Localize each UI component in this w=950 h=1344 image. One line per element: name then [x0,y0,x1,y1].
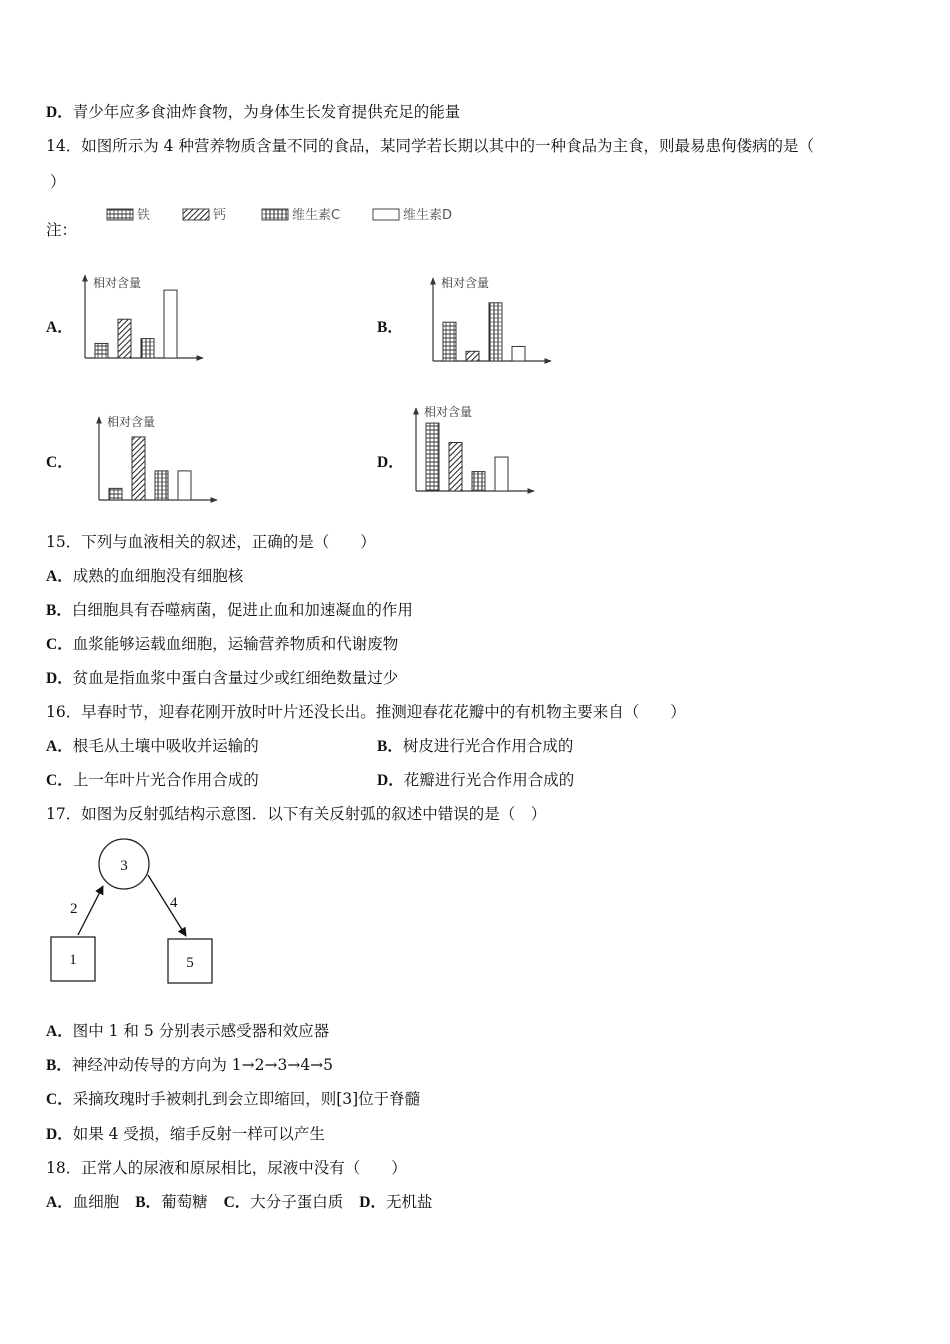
q15-option-d [46,668,398,689]
chart-option-b: B． [377,319,403,336]
legend [107,207,452,223]
q14-stem: 14．如图所示为 4 种营养物质含量不同的食品，某同学若长期以其中的一种食品为主食，则最易患佝偻病的是（ [46,137,814,155]
option-text: 青少年应多食油炸食物，为身体生长发育提供充足的能量 [72,103,461,121]
chart-b-bar-iron [443,322,456,361]
chart-b-bar-calcium [466,351,479,361]
chart-c-bar-vitamin-d [178,471,191,500]
note-label: 注： [46,221,78,239]
arrow-4 [148,875,186,936]
chart-a-bar-calcium [118,319,131,358]
chart-d-bar-vitamin-d [495,457,508,491]
option-label: C． [46,1091,73,1108]
node-3-label: 3 [120,858,128,874]
label-4: 4 [170,895,178,911]
option-label: C． [46,772,73,789]
node-5-label: 5 [186,955,194,971]
option-text: 如果 4 受损，缩手反射一样可以产生 [72,1125,325,1143]
q16-option-a [46,736,259,757]
chart-d-axis-title: 相对含量 [423,405,473,419]
option-label: B． [46,602,72,619]
chart-a-axis-title: 相对含量 [92,276,142,290]
legend-swatch-vitamin-d [373,209,399,220]
option-text: 神经冲动传导的方向为 1→2→3→4→5 [71,1056,334,1074]
q15-option-c [46,634,398,655]
q17-stem: 17．如图为反射弧结构示意图．以下有关反射弧的叙述中错误的是（ ） [46,805,547,823]
chart-c-bar-iron [109,488,122,500]
option-label: B． [135,1194,162,1211]
chart-a [85,275,203,358]
legend-label-vitamin-d: 维生素D [403,208,453,223]
q17-option-d [46,1124,325,1145]
q14-stem-close: ） [50,173,66,191]
chart-d [416,404,534,491]
q15-option-a [46,566,243,587]
q18-option-a [46,1193,119,1211]
option-label: D． [46,104,73,121]
option-text: 上一年叶片光合作用合成的 [72,771,259,789]
arrow-2 [78,886,103,935]
option-text: 无机盐 [386,1193,433,1211]
q18-option-d [359,1193,432,1211]
q17-option-c [46,1089,420,1110]
chart-c [99,414,217,500]
chart-a-bar-vitamin-c [141,339,154,358]
option-label: A． [46,1194,73,1211]
option-label: B． [46,1057,72,1074]
legend-label-vitamin-c: 维生素C [292,208,341,223]
option-text: 采摘玫瑰时手被刺扎到会立即缩回，则[3]位于脊髓 [72,1090,421,1108]
chart-b-bar-vitamin-c [489,303,502,361]
option-label: C． [223,1194,251,1211]
q15-stem: 15．下列与血液相关的叙述，正确的是（ ） [46,533,376,551]
q18-stem: 18．正常人的尿液和原尿相比，尿液中没有（ ） [46,1159,407,1177]
chart-d-bar-iron [426,423,439,491]
chart-c-bar-calcium [132,437,145,500]
label-2: 2 [70,901,78,917]
chart-a-bar-iron [95,343,108,358]
reflex-arc-diagram [51,839,212,983]
chart-option-a: A． [46,319,73,336]
q16-stem: 16．早春时节，迎春花刚开放时叶片还没长出。推测迎春花花瓣中的有机物主要来自（ ） [46,703,686,721]
option-label: D． [46,670,73,687]
chart-option-c: C． [46,454,73,471]
option-text: 血浆能够运载血细胞，运输营养物质和代谢废物 [72,635,399,653]
option-label: A． [46,568,73,585]
q16-option-d [377,770,574,791]
option-text: 根毛从土壤中吸收并运输的 [72,737,259,755]
legend-label-iron: 铁 [137,208,151,223]
q18-options [46,1192,433,1213]
chart-b-bar-vitamin-d [512,346,525,361]
option-text: 成熟的血细胞没有细胞核 [72,567,244,585]
chart-a-bar-vitamin-d [164,290,177,358]
q16-option-b [377,736,573,757]
legend-swatch-vitamin-c [262,209,288,220]
chart-d-bar-vitamin-c [472,472,485,491]
legend-label-calcium: 钙 [213,208,227,223]
option-text: 大分子蛋白质 [250,1193,344,1211]
option-text: 白细胞具有吞噬病菌，促进止血和加速凝血的作用 [71,601,413,619]
option-label: D． [46,1126,73,1143]
option-label: D． [377,772,404,789]
chart-d-bar-calcium [449,443,462,492]
q17-option-b [46,1055,333,1076]
option-text: 花瓣进行光合作用合成的 [403,771,575,789]
q18-option-b [135,1193,207,1211]
option-label: C． [46,636,73,653]
chart-b-axis-title: 相对含量 [440,276,490,290]
option-text: 葡萄糖 [161,1193,208,1211]
legend-swatch-calcium [183,209,209,220]
option-label: A． [46,1023,73,1040]
node-1-label: 1 [69,952,77,968]
q15-option-b [46,600,413,621]
legend-swatch-iron [107,209,133,220]
q17-option-a [46,1021,329,1042]
option-label: A． [46,738,73,755]
option-label: B． [377,738,403,755]
option-text: 树皮进行光合作用合成的 [402,737,574,755]
chart-c-bar-vitamin-c [155,471,168,500]
option-label: D． [359,1194,386,1211]
q16-option-c [46,770,259,791]
chart-c-axis-title: 相对含量 [106,415,156,429]
chart-option-d: D． [377,454,404,471]
option-text: 贫血是指血浆中蛋白含量过少或红细绝数量过少 [72,669,399,687]
q18-option-c [224,1193,344,1211]
chart-b [433,275,551,361]
option-text: 图中 1 和 5 分别表示感受器和效应器 [72,1022,330,1040]
option-text: 血细胞 [72,1193,120,1211]
